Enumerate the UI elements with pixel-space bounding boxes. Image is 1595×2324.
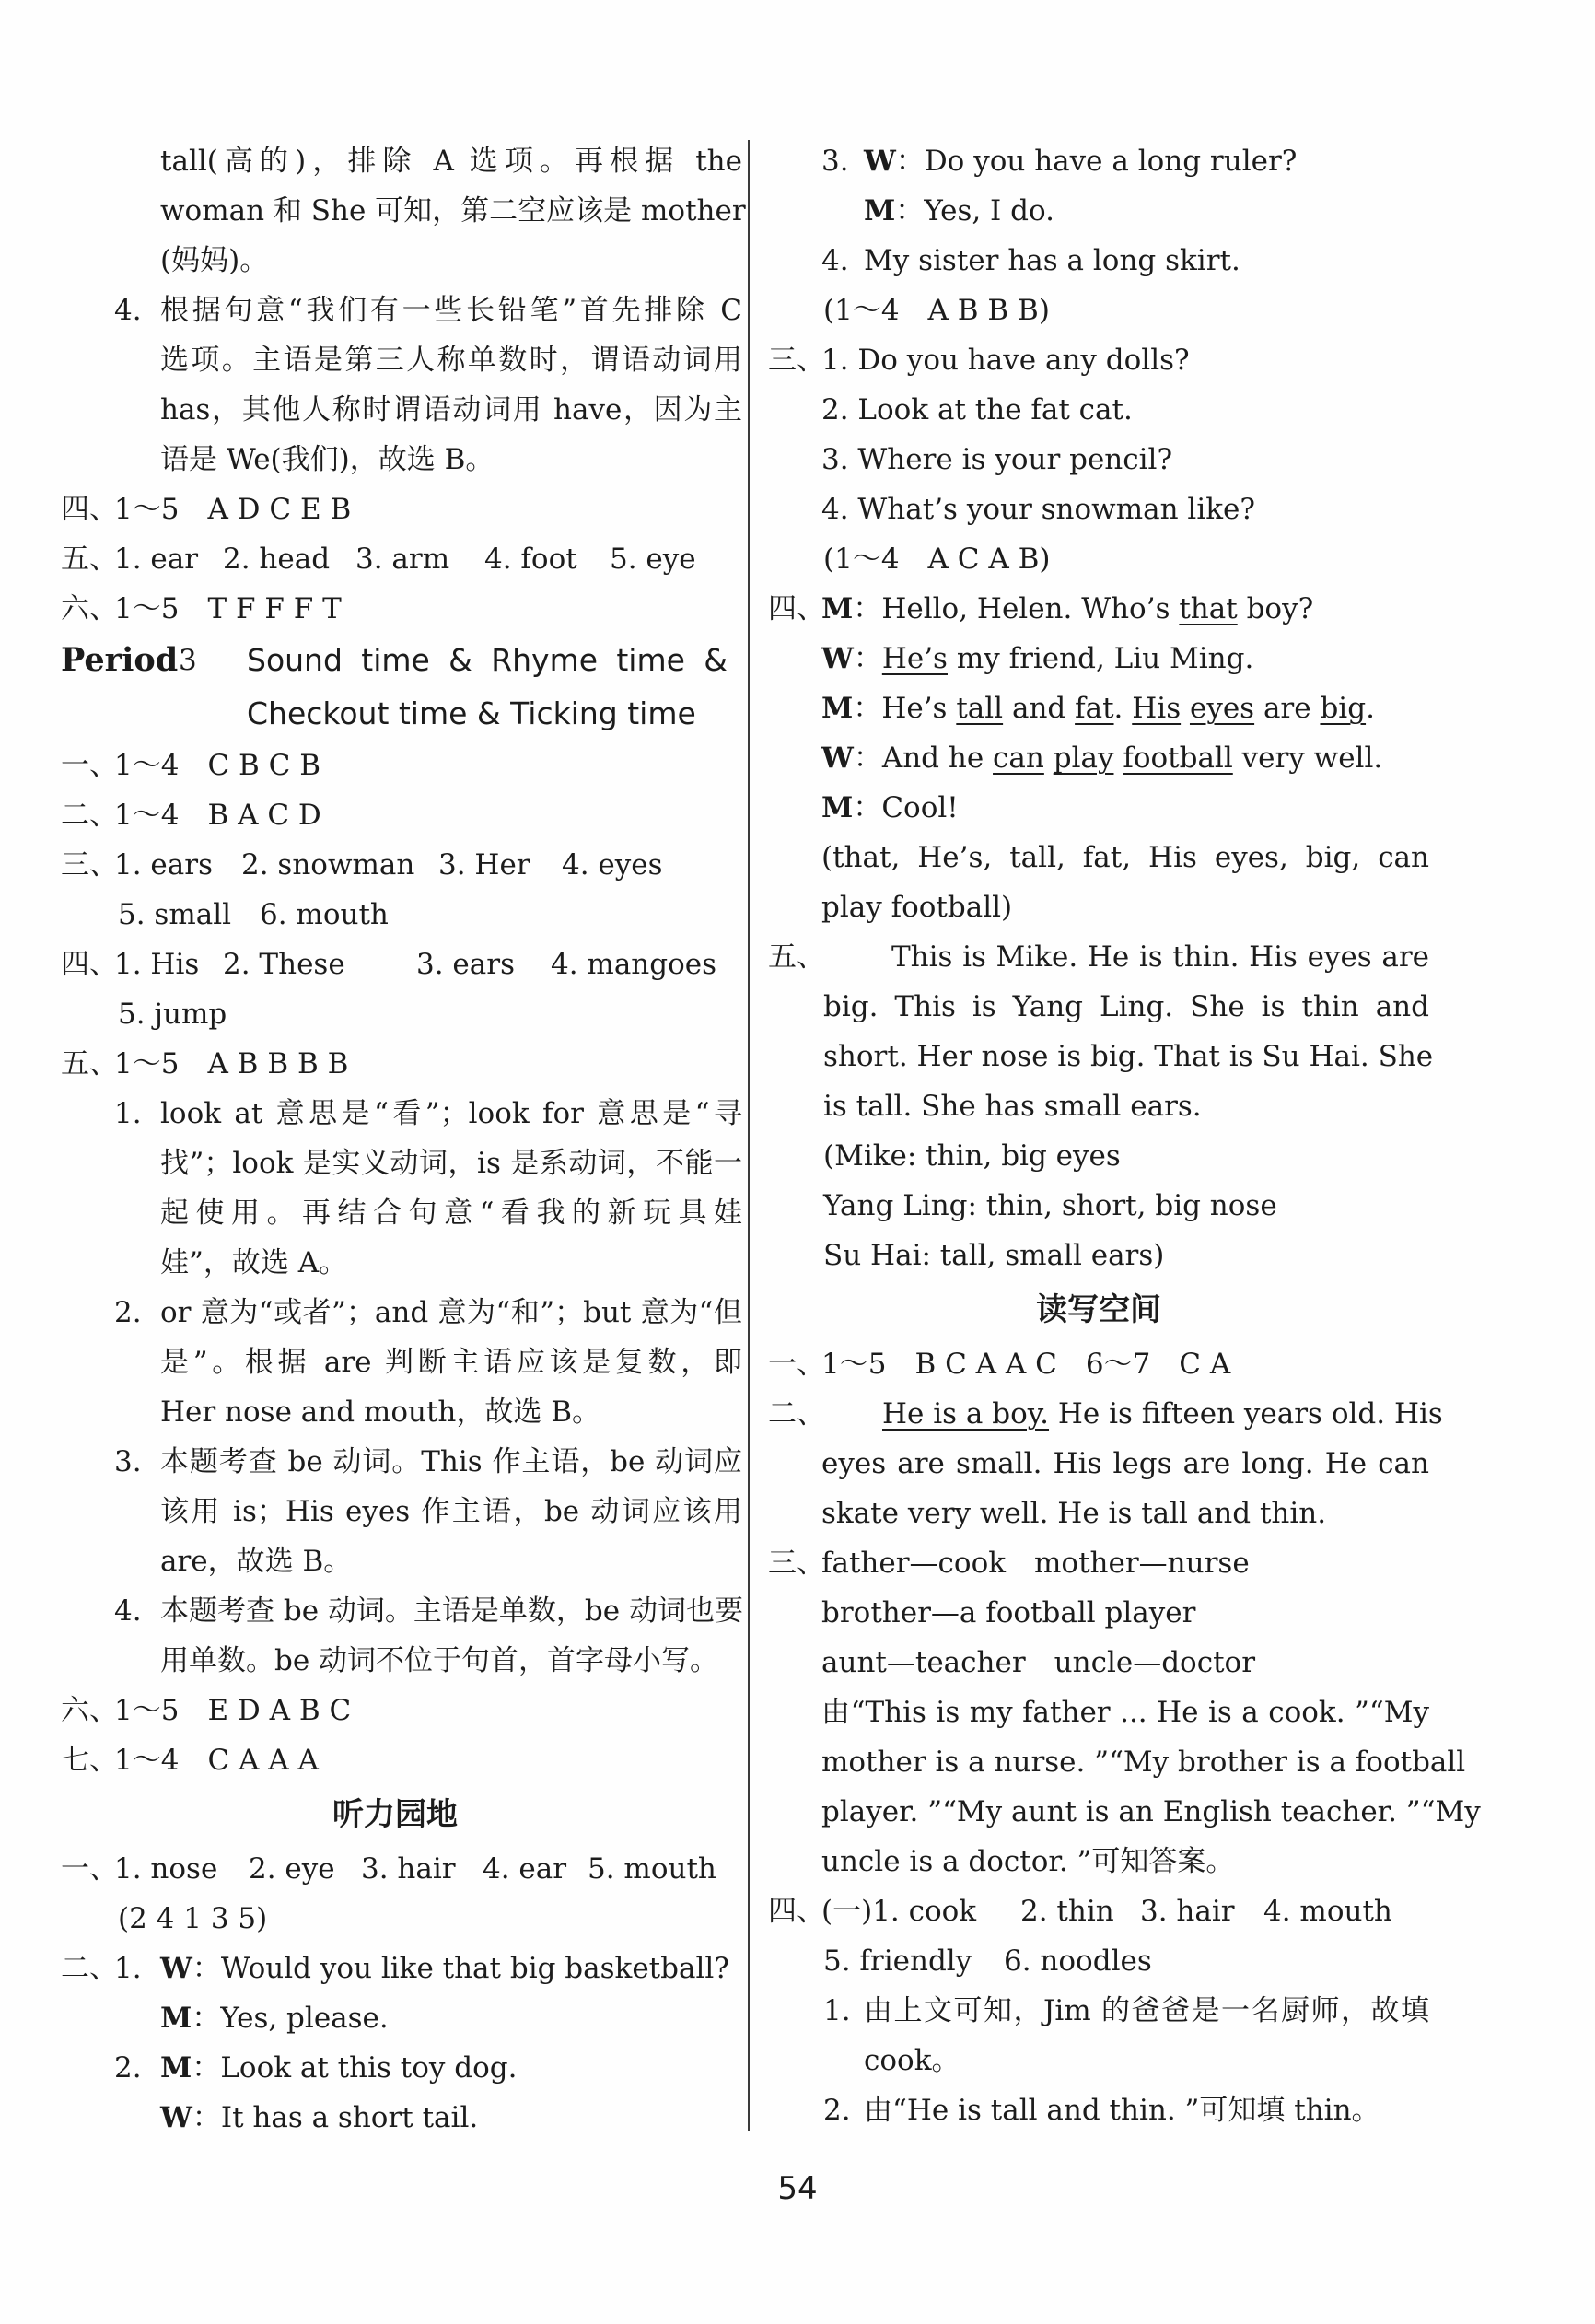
answer-item: 4. mouth [1263, 1895, 1392, 1928]
text-line: 1. Do you have any dolls? [821, 344, 1190, 377]
text-line: 是”。根据 are 判断主语应该是复数，即 [160, 1346, 742, 1379]
answer-line: 1～4 B A C D [114, 799, 321, 832]
answer-item: 5. jump [118, 998, 227, 1031]
blank-answer: big [1320, 692, 1367, 725]
answer-item: 3. hair [361, 1852, 456, 1886]
dialogue-line: W：He’s my friend, Liu Ming. [821, 642, 1254, 675]
blank-answer: can [993, 742, 1044, 775]
text-line: 4. What’s your snowman like? [821, 493, 1255, 526]
answer-item: 3. arm [355, 543, 450, 576]
section-number: 七、 [61, 1744, 118, 1777]
answer-line: Su Hai: tall, small ears) [823, 1239, 1165, 1272]
item-number: 4. [114, 294, 142, 327]
answer-item: 3. hair [1140, 1895, 1235, 1928]
speaker-label: M [821, 592, 854, 625]
text-line: cook。 [864, 2044, 960, 2077]
text-line: or 意为“或者”；and 意为“和”；but 意为“但 [160, 1296, 742, 1329]
text-line: 本题考查 be 动词。主语是单数，be 动词也要 [160, 1594, 743, 1628]
reading-writing-section-title: 读写空间 [1036, 1291, 1161, 1328]
section-number: 二、 [768, 1397, 825, 1431]
answer-item: 6. mouth [260, 898, 389, 931]
answer-line: 1～5 B C A A C 6～7 C A [821, 1348, 1231, 1381]
answer-item: (一)1. cook [821, 1895, 977, 1928]
speaker-label: W [864, 145, 896, 178]
text-line: My sister has a long skirt. [864, 244, 1240, 277]
item-number: 2. [114, 1296, 142, 1329]
text-line: 由上文可知，Jim 的爸爸是一名厨师，故填 [864, 1994, 1429, 2027]
answer-item: 5. small [118, 898, 232, 931]
period-number: 3 [179, 644, 197, 677]
section-number: 一、 [61, 749, 118, 782]
text-line: woman 和 She 可知，第二空应该是 mother [160, 194, 746, 228]
answer-line: (Mike: thin, big eyes [823, 1139, 1121, 1173]
section-number: 五、 [61, 1047, 118, 1080]
section-number: 二、 [61, 1952, 118, 1985]
column-divider [748, 140, 750, 2131]
blank-answer: eyes [1189, 692, 1255, 725]
answer-line: 1～5 T F F F T [114, 592, 342, 625]
dialogue-line: M：He’s tall and fat. His eyes are big. [821, 692, 1375, 725]
text-line: 娃”，故选 A。 [160, 1246, 348, 1279]
text-line: 该用 is；His eyes 作主语，be 动词应该用 [160, 1495, 742, 1528]
text-line: 语是 We(我们)，故选 B。 [160, 443, 495, 476]
answer-item: 2. eye [249, 1852, 335, 1886]
answer-line: 1～4 C B C B [114, 749, 321, 782]
section-number: 四、 [61, 948, 118, 981]
blank-answer: tall [956, 692, 1004, 725]
text-line: This is Mike. He is thin. His eyes are [891, 940, 1429, 974]
text-line: 3. Where is your pencil? [821, 443, 1173, 476]
answer-item: 5. friendly [823, 1944, 972, 1978]
text-line: 起使用。再结合句意“看我的新玩具娃 [160, 1197, 742, 1230]
speaker-label: W [160, 1952, 192, 1985]
blank-answer: fat [1075, 692, 1114, 725]
text-line: skate very well. He is tall and thin. [821, 1497, 1327, 1530]
answer-item: 3. Her [438, 848, 530, 882]
right-column [768, 136, 1481, 2135]
blank-answer: play [1053, 742, 1114, 775]
answer-item: 4. foot [484, 543, 577, 576]
speaker-label: W [160, 2101, 192, 2134]
text-line: short. Her nose is big. That is Su Hai. She [823, 1040, 1434, 1073]
answer-item: 2. These [223, 948, 345, 981]
speaker-label: W [821, 642, 854, 675]
blank-answer: He’s [881, 642, 948, 675]
text-line: mother is a nurse. ”“My brother is a football [821, 1746, 1466, 1779]
section-number: 四、 [768, 592, 825, 625]
item-number: 3. [821, 145, 849, 178]
text-line: 由“He is tall and thin. ”可知填 thin。 [864, 2094, 1380, 2127]
answer-line: 1～5 E D A B C [114, 1694, 352, 1727]
dialogue-line: M：Cool! [821, 791, 959, 824]
text-line: player. ”“My aunt is an English teacher. ”“My [821, 1795, 1481, 1828]
section-number: 一、 [61, 1852, 118, 1886]
section-number: 五、 [61, 543, 118, 576]
dialogue-line: M：Yes, I do. [864, 194, 1054, 228]
answer-line: 1～5 A B B B B [114, 1047, 349, 1080]
text-line: 用单数。be 动词不位于句首，首字母小写。 [160, 1644, 719, 1677]
answer-line: (that, He’s, tall, fat, His eyes, big, can [821, 841, 1429, 874]
answer-item: 3. ears [416, 948, 515, 981]
text-line: father—cook mother—nurse [821, 1547, 1250, 1580]
text-line: are，故选 B。 [160, 1545, 353, 1578]
blank-answer: football [1123, 742, 1233, 775]
text-line: is tall. She has small ears. [823, 1090, 1202, 1123]
item-number: 2. [114, 2051, 142, 2085]
item-number: 1. [823, 1994, 851, 2027]
speaker-label: M [160, 2002, 192, 2035]
text-line: aunt—teacher uncle—doctor [821, 1646, 1256, 1679]
dialogue-line: M：Yes, please. [160, 2002, 389, 2035]
section-number: 三、 [61, 848, 118, 882]
left-column [61, 136, 746, 2143]
item-number: 2. [823, 2094, 851, 2127]
answer-item: 2. thin [1020, 1895, 1114, 1928]
answer-item: 1. ear [114, 543, 199, 576]
item-number: 4. [114, 1594, 142, 1628]
text-line: Her nose and mouth，故选 B。 [160, 1396, 601, 1429]
section-number: 五、 [768, 940, 825, 974]
speaker-label: M [821, 692, 854, 725]
answer-line: 1～4 C A A A [114, 1744, 319, 1777]
dialogue-line: W：It has a short tail. [160, 2101, 479, 2134]
section-number: 一、 [768, 1348, 825, 1381]
section-number: 四、 [61, 493, 118, 526]
text-line: uncle is a doctor. ”可知答案。 [821, 1845, 1235, 1878]
speaker-label: M [160, 2051, 192, 2085]
dialogue-line: M：Hello, Helen. Who’s that boy? [821, 592, 1314, 625]
text-line: tall(高的)，排除 A 选项。再根据 the [160, 145, 742, 178]
period-heading [61, 634, 729, 687]
text-line: 选项。主语是第三人称单数时，谓语动词用 [160, 344, 742, 377]
section-number: 六、 [61, 592, 118, 625]
section-number: 二、 [61, 799, 118, 832]
text-line: 由“This is my father ... He is a cook. ”“My [821, 1696, 1429, 1729]
section-number: 六、 [61, 1694, 118, 1727]
answer-line: Yang Ling: thin, short, big nose [823, 1189, 1277, 1222]
blank-answer: His [1132, 692, 1182, 725]
item-number: 1. [114, 1097, 142, 1130]
answer-item: 6. noodles [1004, 1944, 1152, 1978]
period-label: Period [61, 641, 179, 679]
answer-item: 4. mangoes [551, 948, 717, 981]
listening-section-title: 听力园地 [332, 1796, 458, 1833]
text-line: brother—a football player [821, 1596, 1196, 1629]
text-line: eyes are small. His legs are long. He can [821, 1447, 1429, 1480]
dialogue-line: W：And he can play football very well. [821, 742, 1383, 775]
answer-item: 2. head [223, 543, 331, 576]
answer-line: play football) [821, 891, 1013, 924]
answer-item: 1. ears [114, 848, 213, 882]
speaker-label: M [821, 791, 854, 824]
blank-answer: He is a boy. [882, 1397, 1050, 1431]
text-line: He is a boy. He is fifteen years old. His [882, 1397, 1443, 1431]
answer-line: 1～5 A D C E B [114, 493, 352, 526]
speaker-label: W [821, 742, 854, 775]
answer-item: 2. snowman [241, 848, 415, 882]
period-title: Checkout time & Ticking time [247, 695, 696, 731]
section-number: 三、 [768, 1547, 825, 1580]
text-line: 找”；look 是实义动词，is 是系动词，不能一 [160, 1147, 742, 1180]
text-line: has，其他人称时谓语动词用 have，因为主 [160, 393, 742, 426]
text-line: 本题考查 be 动词。This 作主语，be 动词应 [160, 1445, 742, 1478]
text-line: big. This is Yang Ling. She is thin and [823, 990, 1429, 1023]
text-line: (妈妈)。 [160, 244, 269, 277]
text-line: 2. Look at the fat cat. [821, 393, 1133, 426]
dialogue-line: W：Do you have a long ruler? [864, 145, 1298, 178]
period-title: Sound time & Rhyme time & [247, 642, 728, 678]
text-line: look at 意思是“看”；look for 意思是“寻 [160, 1097, 742, 1130]
answer-line: (1～4 A B B B) [823, 294, 1050, 327]
answer-item: 4. eyes [562, 848, 663, 882]
dialogue-line: W：Would you like that big basketball? [160, 1952, 729, 1985]
blank-answer: that [1179, 592, 1238, 625]
answer-item: 5. eye [610, 543, 696, 576]
dialogue-line: M：Look at this toy dog. [160, 2051, 518, 2085]
answer-line: (1～4 A C A B) [823, 543, 1051, 576]
answer-item: 1. His [114, 948, 200, 981]
answer-item: 5. mouth [588, 1852, 716, 1886]
item-number: 1. [114, 1952, 142, 1985]
section-number: 三、 [768, 344, 825, 377]
answer-line: (2 4 1 3 5) [118, 1902, 268, 1935]
answer-item: 1. nose [114, 1852, 218, 1886]
item-number: 4. [821, 244, 849, 277]
speaker-label: M [864, 194, 896, 228]
answer-item: 4. ear [483, 1852, 567, 1886]
item-number: 3. [114, 1445, 142, 1478]
page-number: 54 [777, 2170, 818, 2207]
section-number: 四、 [768, 1895, 825, 1928]
text-line: 根据句意“我们有一些长铅笔”首先排除 C [160, 294, 742, 327]
